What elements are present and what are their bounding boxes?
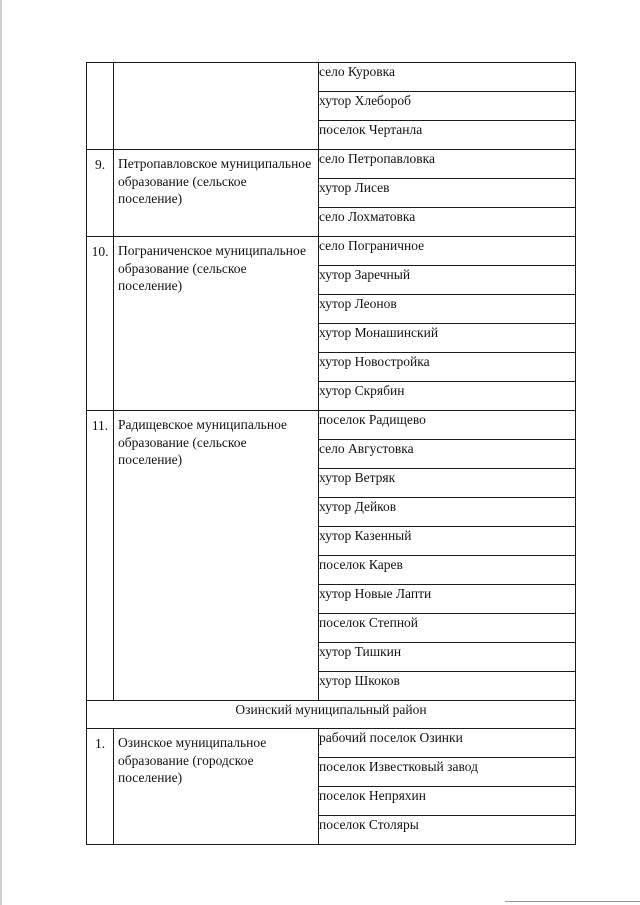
bottom-rule	[505, 901, 640, 902]
locality-cell: поселок Радищево	[319, 411, 576, 440]
municipality-name: Петропавловское муниципальное образование (сельское поселение)	[118, 156, 312, 207]
municipality-name: Пограниченское муниципальное образование (сельское поселение)	[118, 243, 306, 294]
locality-cell: поселок Карев	[319, 556, 576, 585]
locality-cell: хутор Ветряк	[319, 469, 576, 498]
row-number-cell	[87, 237, 114, 411]
locality-cell: поселок Столяры	[319, 816, 576, 845]
locality-cell: поселок Непряхин	[319, 787, 576, 816]
table-row	[87, 63, 576, 92]
table-row	[87, 411, 576, 440]
locality-cell: поселок Степной	[319, 614, 576, 643]
locality-cell: село Лохматовка	[319, 208, 576, 237]
locality-cell: хутор Скрябин	[319, 382, 576, 411]
locality-cell: хутор Новостройка	[319, 353, 576, 382]
row-number: 10.	[91, 244, 109, 259]
row-number: 11.	[91, 418, 109, 433]
municipality-name-cell	[114, 150, 319, 237]
locality-cell: село Петропавловка	[319, 150, 576, 179]
municipality-name	[114, 63, 318, 68]
row-number	[87, 63, 113, 69]
row-number: 1.	[94, 736, 106, 751]
table-body	[87, 63, 576, 845]
table-row	[87, 150, 576, 179]
settlements-table	[86, 62, 576, 845]
locality-cell: хутор Монашинский	[319, 324, 576, 353]
table-row	[87, 729, 576, 758]
row-number: 9.	[94, 157, 106, 172]
municipality-name: Озинское муниципальное образование (городское поселение)	[118, 735, 267, 786]
locality-cell: хутор Леонов	[319, 295, 576, 324]
locality-cell: хутор Заречный	[319, 266, 576, 295]
locality-cell: поселок Чертанла	[319, 121, 576, 150]
scan-edge	[0, 0, 2, 905]
locality-cell: рабочий поселок Озинки	[319, 729, 576, 758]
row-number-cell	[87, 411, 114, 701]
locality-cell: село Августовка	[319, 440, 576, 469]
municipality-name: Радищевское муниципальное образование (сельское поселение)	[118, 417, 287, 468]
locality-cell: хутор Хлебороб	[319, 92, 576, 121]
row-number-cell	[87, 150, 114, 237]
locality-cell: хутор Казенный	[319, 527, 576, 556]
locality-cell: хутор Дейков	[319, 498, 576, 527]
municipality-name-cell	[114, 411, 319, 701]
row-number-cell	[87, 729, 114, 845]
table-row	[87, 237, 576, 266]
district-heading: Озинский муниципальный район	[87, 701, 576, 729]
locality-cell: село Пограничное	[319, 237, 576, 266]
locality-cell: хутор Новые Лапти	[319, 585, 576, 614]
locality-cell: хутор Шкоков	[319, 672, 576, 701]
municipality-name-cell	[114, 63, 319, 150]
locality-cell: хутор Лисев	[319, 179, 576, 208]
locality-cell: село Куровка	[319, 63, 576, 92]
locality-cell: поселок Известковый завод	[319, 758, 576, 787]
municipality-name-cell	[114, 237, 319, 411]
locality-cell: хутор Тишкин	[319, 643, 576, 672]
row-number-cell	[87, 63, 114, 150]
municipality-name-cell	[114, 729, 319, 845]
district-heading-row	[87, 701, 576, 729]
